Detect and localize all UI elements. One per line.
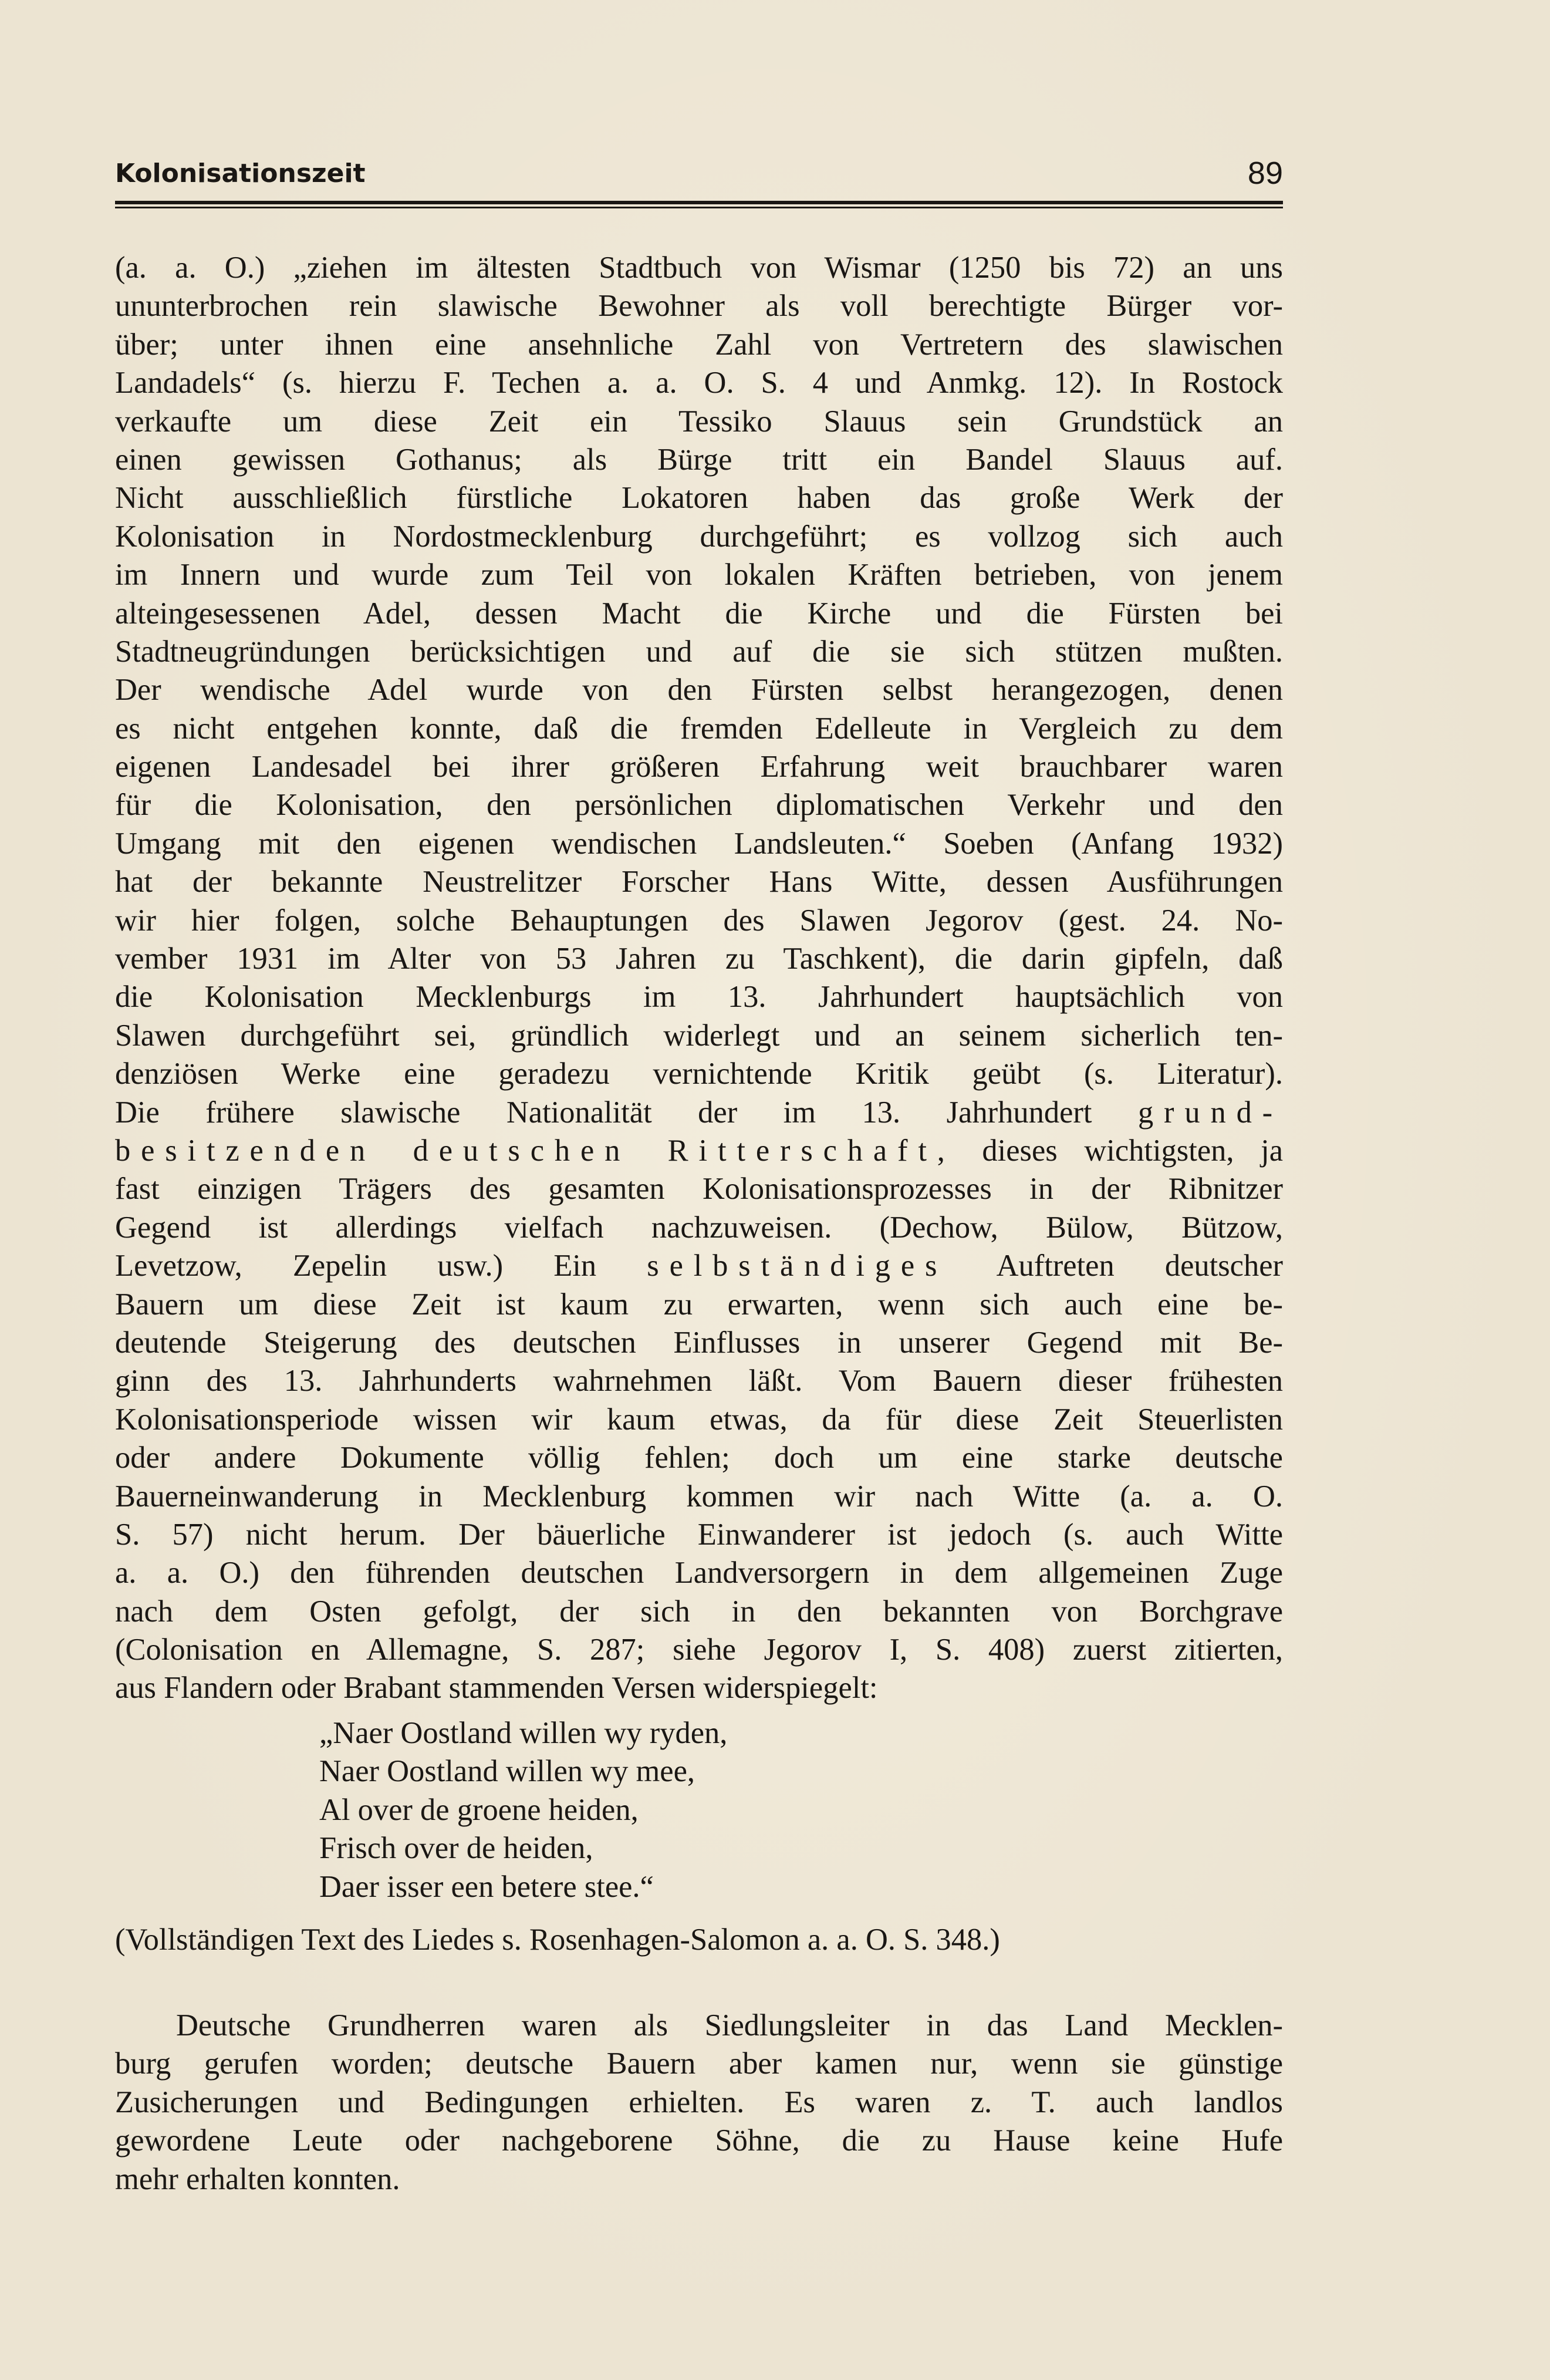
spaced-emphasis: besitzenden deutschen Ritterschaft, bbox=[115, 1133, 955, 1168]
text-segment: dieses wichtigsten, ja bbox=[982, 1133, 1284, 1168]
text-line: Der wendische Adel wurde von den Fürsten selbst herangezogen, denen bbox=[115, 673, 1283, 707]
text-line bbox=[115, 1132, 1283, 1170]
text-line: a. a. O.) den führenden deutschen Landversorgern in dem allgemeinen Zuge bbox=[115, 1556, 1283, 1590]
text-line: Gegend ist allerdings vielfach nachzuweisen. (Dechow, Bülow, Bützow, bbox=[115, 1210, 1283, 1245]
text-line: die Kolonisation Mecklenburgs im 13. Jahrhundert hauptsächlich von bbox=[115, 980, 1283, 1014]
text-segment: Auftreten deutscher bbox=[996, 1249, 1284, 1283]
text-line: denziösen Werke eine geradezu vernichtende Kritik geübt (s. Literatur). bbox=[115, 1057, 1283, 1091]
text-line: ununterbrochen rein slawische Bewohner als voll berechtigte Bürger vor- bbox=[115, 289, 1283, 323]
text-line: für die Kolonisation, den persönlichen diplomatischen Verkehr und den bbox=[115, 788, 1283, 822]
text-line: wir hier folgen, solche Behauptungen des Slawen Jegorov (gest. 24. No- bbox=[115, 903, 1283, 938]
text-line: oder andere Dokumente völlig fehlen; doch um eine starke deutsche bbox=[115, 1441, 1283, 1475]
text-line: burg gerufen worden; deutsche Bauern aber kamen nur, wenn sie günstige bbox=[115, 2047, 1283, 2081]
text-line: im Innern und wurde zum Teil von lokalen Kräften betrieben, von jenem bbox=[115, 558, 1283, 592]
header-rule-thick bbox=[115, 201, 1283, 204]
spaced-emphasis: grund- bbox=[1137, 1095, 1284, 1130]
header-rule-thin bbox=[115, 207, 1283, 208]
text-line: eigenen Landesadel bei ihrer größeren Erfahrung weit brauchbarer waren bbox=[115, 750, 1283, 784]
text-line: über; unter ihnen eine ansehnliche Zahl von Vertretern des slawischen bbox=[115, 327, 1283, 362]
text-line: aus Flandern oder Brabant stammenden Versen widerspiegelt: bbox=[115, 1671, 878, 1705]
text-line: mehr erhalten konnten. bbox=[115, 2162, 400, 2196]
text-line: alteingesessenen Adel, dessen Macht die Kirche und die Fürsten bei bbox=[115, 596, 1283, 631]
verse-line: „Naer Oostland willen wy ryden, bbox=[319, 1716, 728, 1750]
verse-line: Frisch over de heiden, bbox=[319, 1831, 593, 1866]
text-line: Kolonisation in Nordostmecklenburg durchgeführt; es vollzog sich auch bbox=[115, 519, 1283, 554]
page-number: 89 bbox=[1247, 156, 1283, 191]
verse-quote bbox=[319, 1714, 1024, 1906]
text-line: gewordene Leute oder nachgeborene Söhne, die zu Hause keine Hufe bbox=[115, 2123, 1283, 2158]
text-segment: Die frühere slawische Nationalität der im 13. Jahrhundert bbox=[115, 1095, 1092, 1130]
text-line bbox=[115, 1247, 1283, 1285]
text-segment: Levetzow, Zepelin usw.) Ein bbox=[115, 1249, 597, 1283]
verse-line: Naer Oostland willen wy mee, bbox=[319, 1754, 695, 1789]
text-line: verkaufte um diese Zeit ein Tessiko Slauus sein Grundstück an bbox=[115, 404, 1283, 439]
text-line: S. 57) nicht herum. Der bäuerliche Einwanderer ist jedoch (s. auch Witte bbox=[115, 1517, 1283, 1552]
source-note bbox=[115, 1921, 1283, 1959]
text-line: Nicht ausschließlich fürstliche Lokatoren haben das große Werk der bbox=[115, 481, 1283, 515]
text-line: vember 1931 im Alter von 53 Jahren zu Taschkent), die darin gipfeln, daß bbox=[115, 942, 1283, 976]
running-head bbox=[115, 154, 1283, 201]
text-line: Deutsche Grundherren waren als Siedlungsleiter in das Land Mecklen- bbox=[176, 2008, 1283, 2042]
spaced-emphasis: selbständiges bbox=[647, 1249, 948, 1283]
text-line: Slawen durchgeführt sei, gründlich widerlegt und an seinem sicherlich ten- bbox=[115, 1018, 1283, 1053]
text-line: nach dem Osten gefolgt, der sich in den bekannten von Borchgrave bbox=[115, 1594, 1283, 1629]
verse-line: Al over de groene heiden, bbox=[319, 1792, 639, 1827]
text-line: Bauerneinwanderung in Mecklenburg kommen wir nach Witte (a. a. O. bbox=[115, 1479, 1283, 1513]
text-line: Zusicherungen und Bedingungen erhielten. Es waren z. T. auch landlos bbox=[115, 2085, 1283, 2119]
text-line: fast einzigen Trägers des gesamten Kolonisationsprozesses in der Ribnitzer bbox=[115, 1172, 1283, 1206]
text-line: hat der bekannte Neustrelitzer Forscher Hans Witte, dessen Ausführungen bbox=[115, 865, 1283, 899]
text-line: Kolonisationsperiode wissen wir kaum etwas, da für diese Zeit Steuerlisten bbox=[115, 1402, 1283, 1437]
text-line bbox=[115, 1094, 1283, 1132]
text-line: deutende Steigerung des deutschen Einflusses in unserer Gegend mit Be- bbox=[115, 1325, 1283, 1360]
text-line: (Vollständigen Text des Liedes s. Rosenhagen-Salomon a. a. O. S. 348.) bbox=[115, 1923, 1000, 1957]
text-line: Umgang mit den eigenen wendischen Landsleuten.“ Soeben (Anfang 1932) bbox=[115, 826, 1283, 861]
text-line: Bauern um diese Zeit ist kaum zu erwarten, wenn sich auch eine be- bbox=[115, 1287, 1283, 1322]
text-line: (Colonisation en Allemagne, S. 287; siehe Jegorov I, S. 408) zuerst zitierten, bbox=[115, 1633, 1283, 1667]
text-line: (a. a. O.) „ziehen im ältesten Stadtbuch von Wismar (1250 bis 72) an uns bbox=[115, 251, 1283, 285]
text-line: Stadtneugründungen berücksichtigen und auf die sie sich stützen mußten. bbox=[115, 634, 1283, 669]
second-paragraph bbox=[115, 2007, 1283, 2199]
text-line: es nicht entgehen konnte, daß die fremden Edelleute in Vergleich zu dem bbox=[115, 711, 1283, 746]
verse-line: Daer isser een betere stee.“ bbox=[319, 1869, 654, 1904]
text-line: ginn des 13. Jahrhunderts wahrnehmen läßt. Vom Bauern dieser frühesten bbox=[115, 1364, 1283, 1398]
text-line: Landadels“ (s. hierzu F. Techen a. a. O. S. 4 und Anmkg. 12). In Rostock bbox=[115, 366, 1283, 400]
main-paragraph bbox=[115, 249, 1283, 1708]
running-head-title: Kolonisationszeit bbox=[115, 159, 366, 188]
text-line: einen gewissen Gothanus; als Bürge tritt ein Bandel Slauus auf. bbox=[115, 442, 1283, 477]
